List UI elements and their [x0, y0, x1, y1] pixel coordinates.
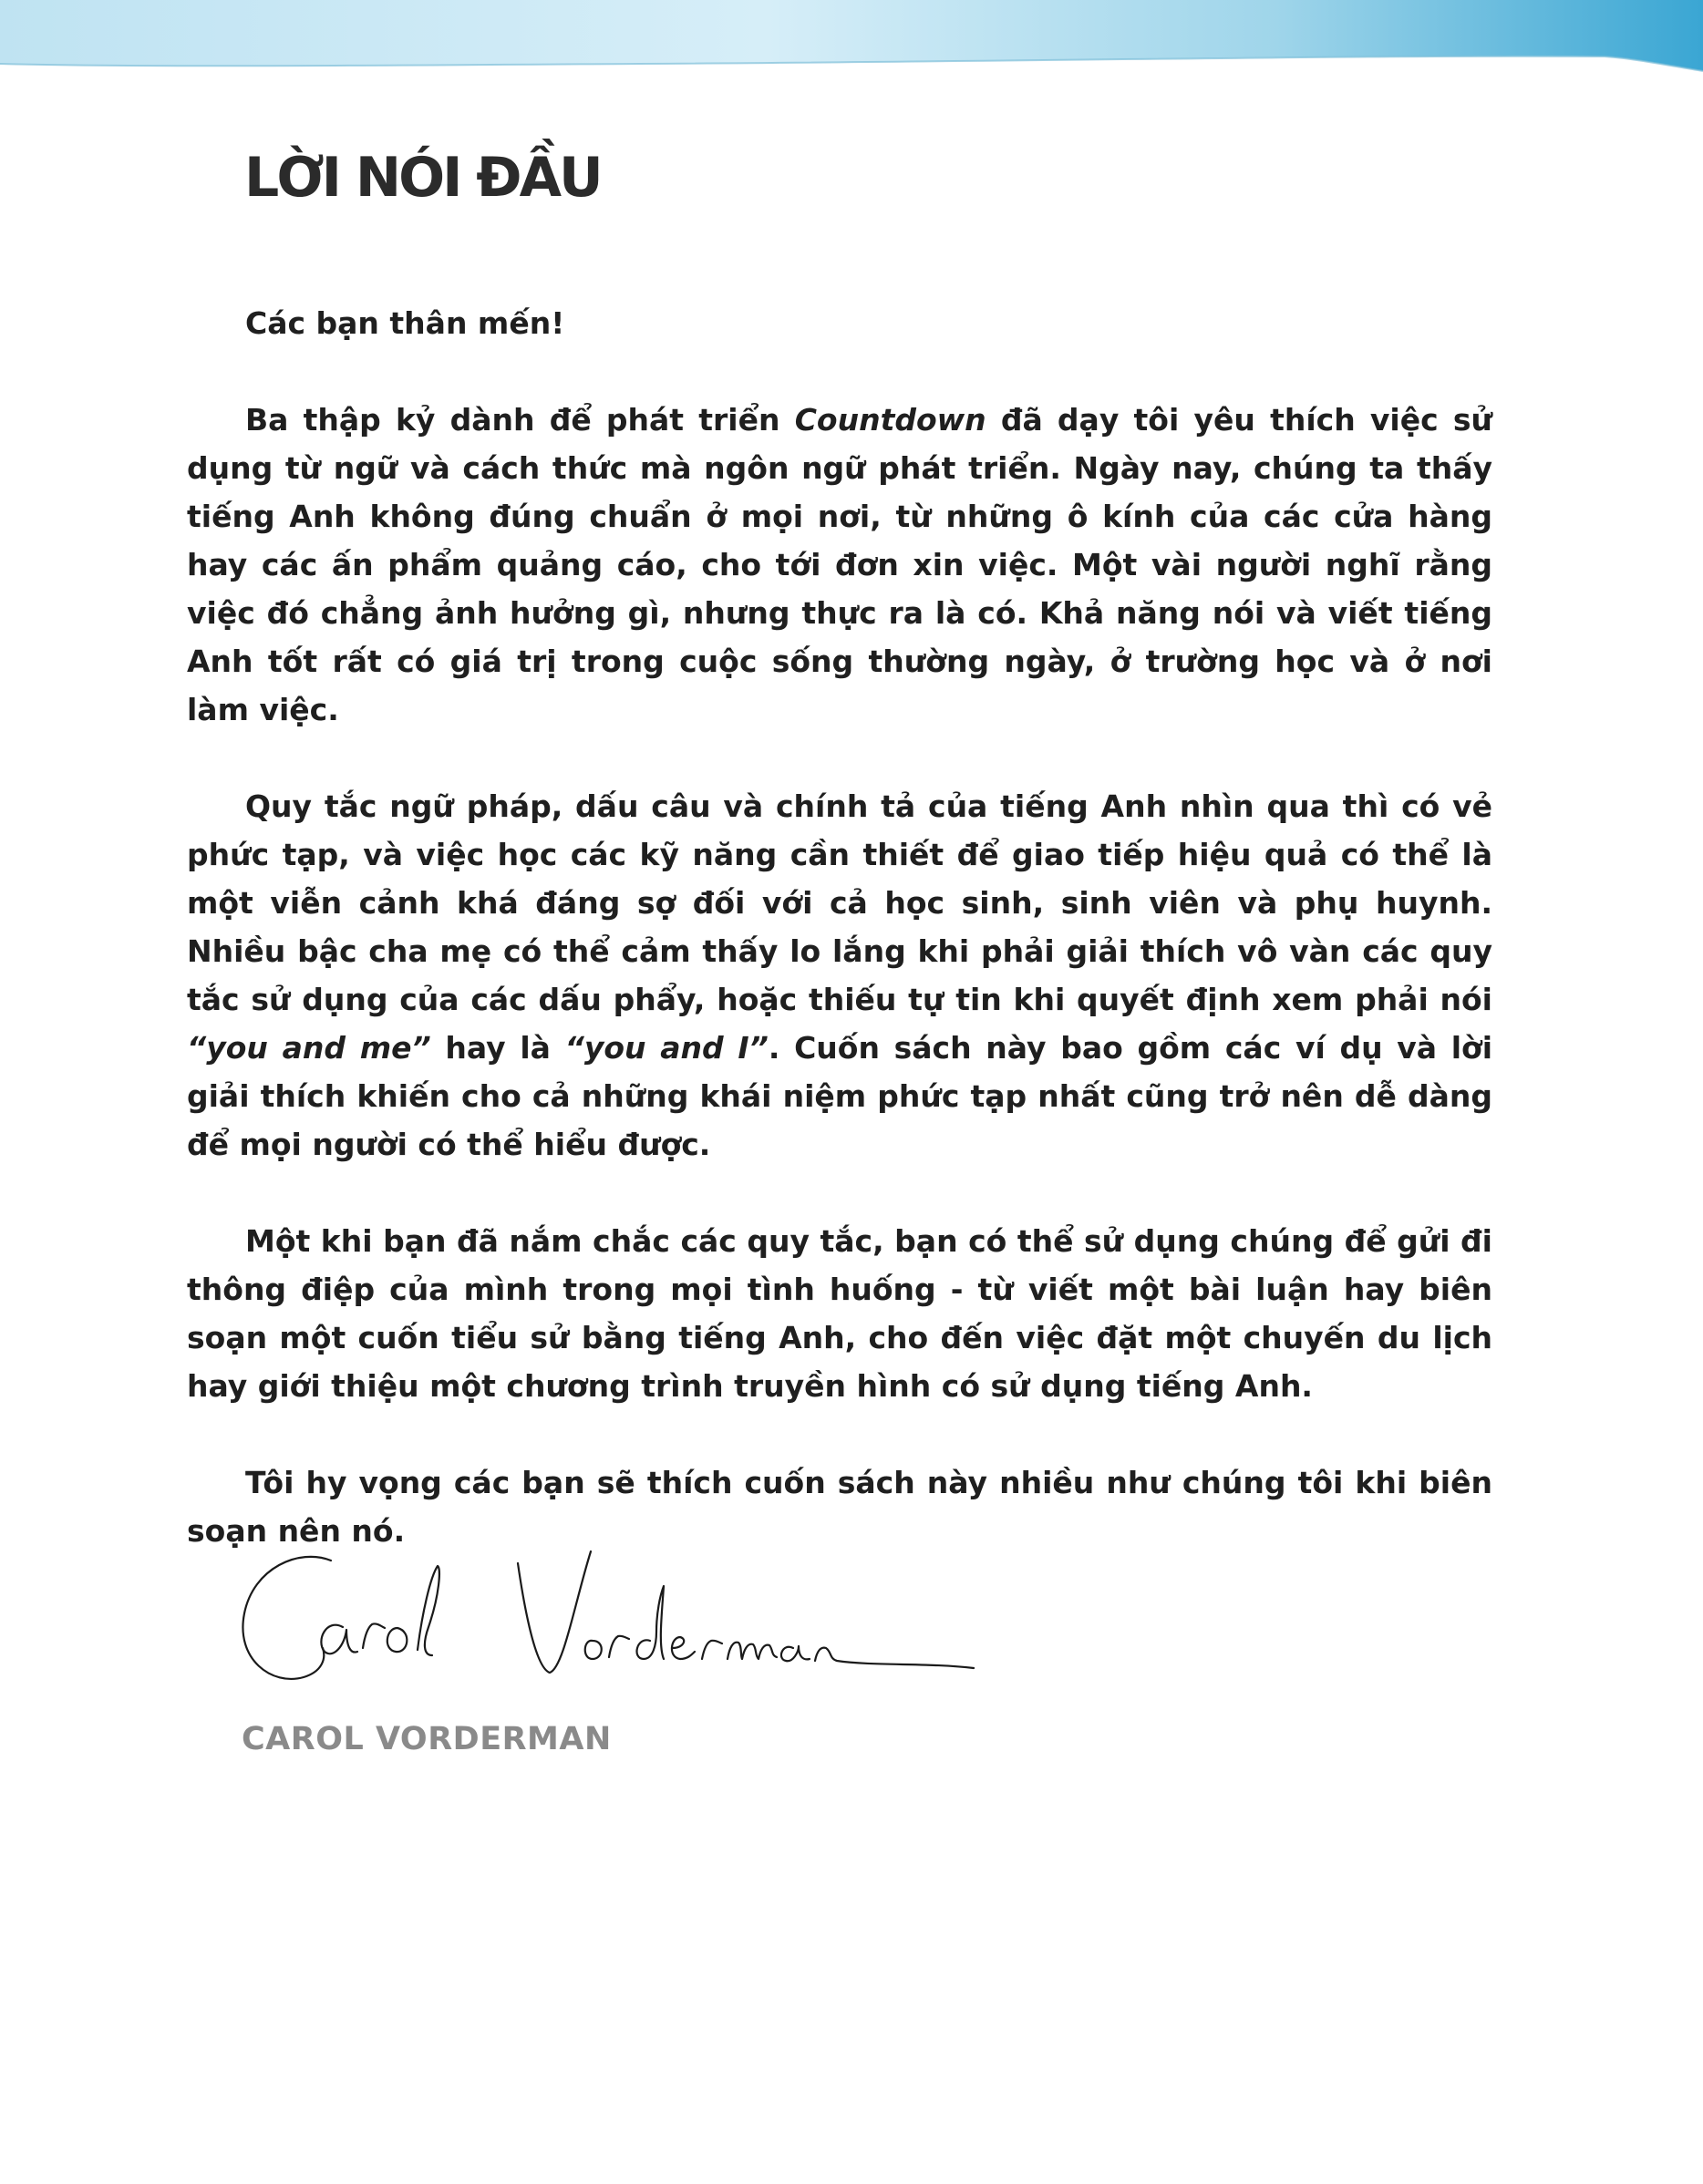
- body-text: [187, 299, 1492, 1603]
- paragraph-4: Tôi hy vọng các bạn sẽ thích cuốn sách này nhiều như chúng tôi khi biên soạn nên nó.: [187, 1465, 1492, 1549]
- greeting: Các bạn thân mến!: [245, 305, 565, 341]
- author-name: CAROL VORDERMAN: [242, 1721, 612, 1757]
- quote-you-and-me: “you and me”: [187, 1030, 431, 1066]
- signature-image: [235, 1540, 992, 1705]
- countdown-title: Countdown: [794, 402, 986, 438]
- top-decorative-band: [0, 0, 1703, 73]
- page-title: LỜI NÓI ĐẦU: [244, 146, 601, 210]
- paragraph-1-part-c: đã dạy tôi yêu thích việc sử dụng từ ngữ và cách thức mà ngôn ngữ phát triển. Ngày nay, chúng ta thấy tiếng Anh không đúng chuẩn ở mọi nơi, từ những ô kính của các cửa hàng hay các ấn phẩm quảng cáo, cho tới đơn xin việc. Một vài người nghĩ rằng việc đó chẳng ảnh hưởng gì, nhưng thực ra là có. Khả năng nói và viết tiếng Anh tốt rất có giá trị trong cuộc sống thường ngày, ở trường học và ở nơi làm việc.: [187, 402, 1492, 727]
- paragraph-1: [187, 396, 1492, 734]
- paragraph-3: Một khi bạn đã nắm chắc các quy tắc, bạn có thể sử dụng chúng để gửi đi thông điệp của mình trong mọi tình huống - từ viết một bài luận hay biên soạn một cuốn tiểu sử bằng tiếng Anh, cho đến việc đặt một chuyến du lịch hay giới thiệu một chương trình truyền hình có sử dụng tiếng Anh.: [187, 1223, 1492, 1404]
- quote-you-and-i: “you and I”: [564, 1030, 769, 1066]
- paragraph-2-part-e: . Cuốn sách này bao gồm các ví dụ và lời giải thích khiến cho cả những khái niệm phức tạp nhất cũng trở nên dễ dàng để mọi người có thể hiểu được.: [187, 1030, 1493, 1162]
- paragraph-1-part-a: Ba thập kỷ dành để phát triển: [245, 402, 795, 438]
- paragraph-2: [187, 782, 1492, 1169]
- paragraph-2-part-c: hay là: [430, 1030, 565, 1066]
- paragraph-2-part-a: Quy tắc ngữ pháp, dấu câu và chính tả của tiếng Anh nhìn qua thì có vẻ phức tạp, và việc học các kỹ năng cần thiết để giao tiếp hiệu quả có thể là một viễn cảnh khá đáng sợ đối với cả học sinh, sinh viên và phụ huynh. Nhiều bậc cha mẹ có thể cảm thấy lo lắng khi phải giải thích vô vàn các quy tắc sử dụng của các dấu phẩy, hoặc thiếu tự tin khi quyết định xem phải nói: [187, 788, 1492, 1017]
